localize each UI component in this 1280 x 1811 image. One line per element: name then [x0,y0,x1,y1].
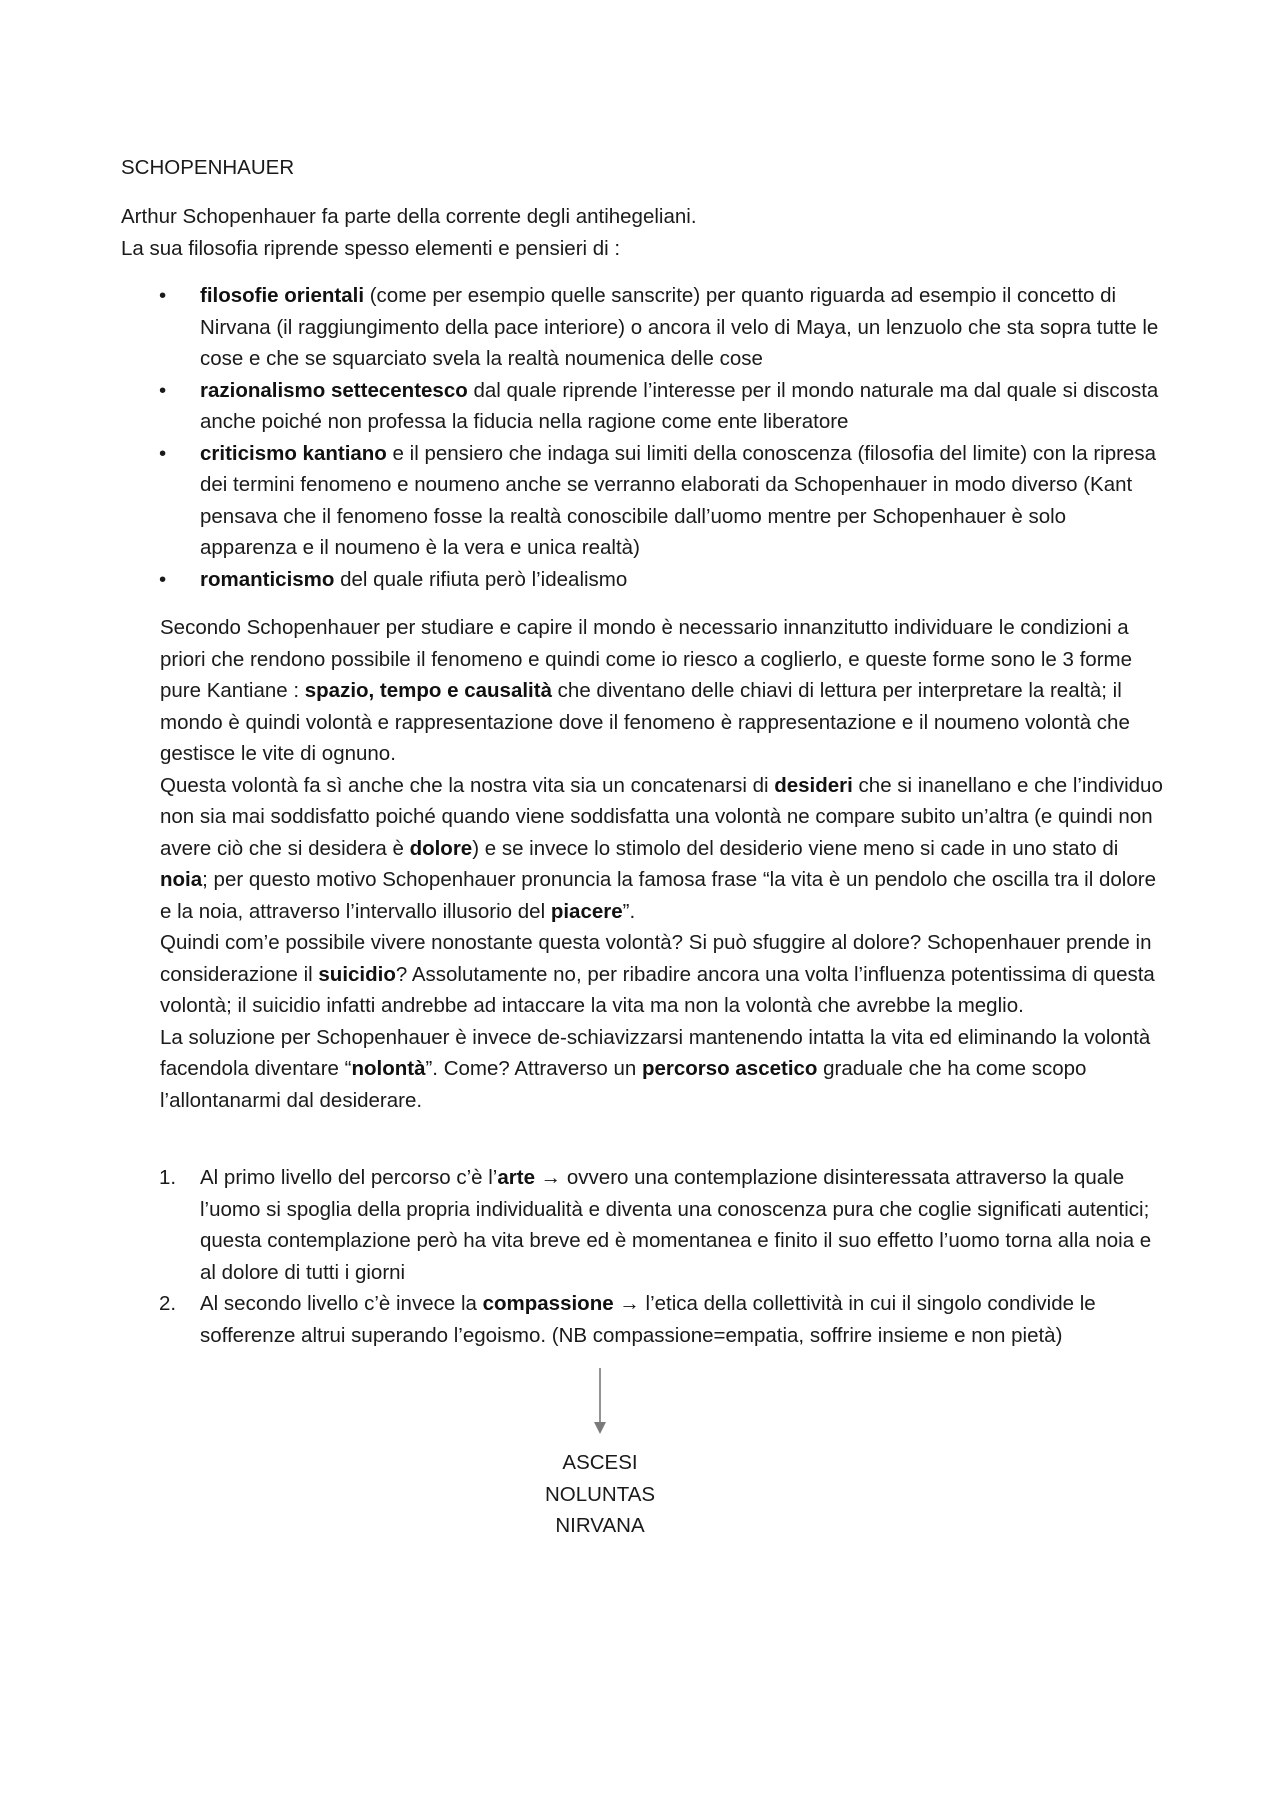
intro-line: La sua filosofia riprende spesso elementi e pensieri di : [121,236,621,260]
bold-term: razionalismo settecentesco [200,378,468,402]
right-arrow-icon: → [534,1166,567,1189]
intro [121,201,1161,264]
paragraph: Questa volontà fa sì anche che la nostra vita sia un concatenarsi di desideri che si inanellano e che l’individuo non sia mai soddisfatto poiché quando viene soddisfatta una volontà ne compare subito un’altra (e quindi non avere ciò che si desidera è dolore) e se invece lo stimolo del desiderio viene meno si cade in uno stato di noia; per questo motivo Schopenhauer pronuncia la famosa frase “la vita è un pendolo che oscilla tra il dolore e la noia, attraverso l’intervallo illusorio del piacere”. [160,773,1163,923]
influences-list [159,280,1159,595]
paragraph: Quindi com’e possibile vivere nonostante questa volontà? Si può sfuggire al dolore? Schopenhauer prende in considerazione il suicidio? Assolutamente no, per ribadire ancora una volta l’influenza potentissima di questa volontà; il suicidio infatti andrebbe ad intaccare la vita ma non la volontà che avrebbe la meglio. [160,931,1155,1017]
bold-term: filosofie orientali [200,284,365,307]
page-title: SCHOPENHAUER [121,156,295,179]
right-arrow-icon: → [613,1292,646,1315]
stage-nirvana: NIRVANA [555,1514,645,1537]
down-arrow-icon [590,1368,610,1434]
list-item: • razionalismo settecentesco dal quale riprende l’interesse per il mondo naturale ma dal quale si discosta anche poiché non professa la fiducia nella ragione come ente liberatore [159,375,1159,438]
bold-term: criticismo kantiano [200,441,387,465]
stage-ascesi: ASCESI [562,1451,638,1474]
body-text [160,612,1165,1116]
list-number: 1. [159,1166,177,1189]
ascetic-steps-list [159,1162,1159,1351]
list-item: 2. Al secondo livello c’è invece la compassione → l’etica della collettività in cui il singolo condivide le sofferenze altrui superando l’egoismo. (NB compassione=empatia, soffrire insieme e non pietà) [159,1288,1159,1351]
final-stages [500,1447,700,1542]
bold-term: romanticismo [200,567,335,591]
paragraph: Secondo Schopenhauer per studiare e capire il mondo è necessario innanzitutto individuare le condizioni a priori che rendono possibile il fenomeno e quindi come io riesco a coglierlo, e queste forme sono le 3 forme pure Kantiane : spazio, tempo e causalità che diventano delle chiavi di lettura per interpretare la realtà; il mondo è quindi volontà e rappresentazione dove il fenomeno è rappresentazione e il noumeno volontà che gestisce le vite di ognuno. [160,616,1133,765]
list-item: • filosofie orientali (come per esempio quelle sanscrite) per quanto riguarda ad esempio il concetto di Nirvana (il raggiungimento della pace interiore) o ancora il velo di Maya, un lenzuolo che sta sopra tutte le cose e che se squarciato svela la realtà noumenica delle cose [159,280,1159,375]
bullet-icon: • [159,378,167,402]
list-item: 1. Al primo livello del percorso c’è l’arte → ovvero una contemplazione disinteressata attraverso la quale l’uomo si spoglia della propria individualità e diventa una conoscenza pura che coglie significati autentici; questa contemplazione però ha vita breve ed è momentanea e finito il suo effetto l’uomo torna alla noia e al dolore di tutti i giorni [159,1162,1159,1288]
intro-line: Arthur Schopenhauer fa parte della corrente degli antihegeliani. [121,205,697,228]
list-number: 2. [159,1292,177,1315]
list-item: • criticismo kantiano e il pensiero che indaga sui limiti della conoscenza (filosofia del limite) con la ripresa dei termini fenomeno e noumeno anche se verranno elaborati da Schopenhauer in modo diverso (Kant pensava che il fenomeno fosse la realtà conoscibile dall’uomo mentre per Schopenhauer è solo apparenza e il noumeno è la vera e unica realtà) [159,438,1159,564]
paragraph: La soluzione per Schopenhauer è invece de-schiavizzarsi mantenendo intatta la vita ed eliminando la volontà facendola diventare “nolontà”. Come? Attraverso un percorso ascetico graduale che ha come scopo l’allontanarmi dal desiderare. [160,1025,1151,1112]
bullet-icon: • [159,441,167,465]
list-item: • romanticismo del quale rifiuta però l’idealismo [159,564,1159,596]
stage-noluntas: NOLUNTAS [544,1482,656,1506]
bullet-icon: • [159,284,167,307]
bullet-icon: • [159,567,167,591]
